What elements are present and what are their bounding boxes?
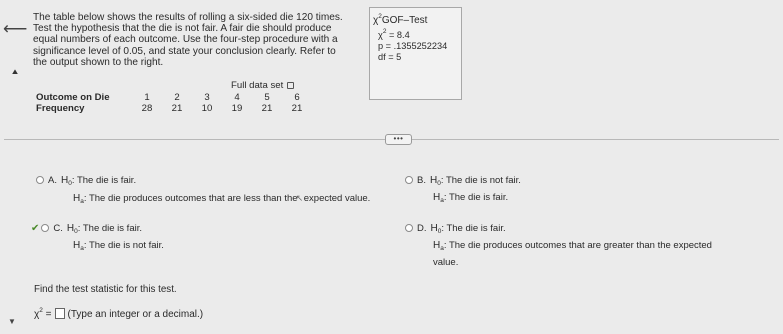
table-row: [36, 92, 312, 103]
frequency-cell: 21: [261, 103, 273, 114]
radio-button-selected[interactable]: [41, 224, 49, 232]
choice-d[interactable]: [405, 222, 712, 270]
data-set-icon[interactable]: [287, 82, 294, 89]
full-data-set-link[interactable]: Full data set: [231, 80, 294, 91]
problem-line: significance level of 0.05, and state your conclusion clearly. Refer to: [33, 45, 336, 57]
choice-c-ha: $H_a$: The die is not fair.: [73, 240, 164, 252]
problem-line: Test the hypothesis that the die is not fair. A fair die should produce: [33, 23, 332, 35]
output-statistic: $\chi^2 = 8.4$: [378, 28, 410, 40]
table-row: [36, 103, 312, 114]
answer-hint: (Type an integer or a decimal.): [67, 309, 204, 320]
outcome-cell: 2: [174, 92, 180, 103]
choice-c-h0: ✔ C. $H_0$: The die is fair.: [31, 223, 142, 235]
output-df: df = 5: [378, 52, 402, 62]
choice-a-h0: A. $H_0$: The die is fair.: [36, 174, 370, 191]
checkmark-icon: ✔: [31, 223, 40, 234]
choice-c[interactable]: [31, 222, 164, 256]
problem-line: the output shown to the right.: [33, 56, 164, 68]
more-options-button[interactable]: •••: [385, 134, 412, 145]
frequency-cell: 28: [141, 103, 153, 114]
frequency-row-header: Frequency: [36, 103, 85, 114]
choice-a[interactable]: [36, 174, 370, 209]
radio-button[interactable]: [405, 224, 413, 232]
choice-d-h0: D. $H_0$: The die is fair.: [405, 222, 712, 239]
choice-a-ha: $H_a$: The die produces outcomes that are less than the↖ expected value.: [73, 193, 371, 205]
back-arrow-icon[interactable]: ⟵: [3, 19, 28, 38]
outcome-cell: 5: [264, 92, 270, 103]
answer-row: $\chi^2$ = (Type an integer or a decimal.): [34, 307, 204, 320]
calculator-output-box: [369, 7, 462, 100]
choice-d-ha: $H_a$: The die produces outcomes that are greater than the expected: [433, 240, 712, 252]
problem-statement: [33, 12, 368, 68]
radio-button[interactable]: [36, 176, 44, 184]
mouse-cursor-icon: ↖: [295, 193, 304, 203]
output-p-value: p = .1355252234: [378, 41, 448, 51]
problem-line: equal numbers of each outcome. Use the four-step procedure with a: [33, 34, 338, 46]
outcome-cell: 4: [234, 92, 240, 103]
choice-d-ha-wrap: value.: [433, 257, 459, 268]
radio-button[interactable]: [405, 176, 413, 184]
question-prompt: Find the test statistic for this test.: [34, 284, 177, 295]
answer-input[interactable]: [55, 308, 65, 319]
frequency-cell: 21: [291, 103, 303, 114]
output-title: $\chi^2GOF$–Test: [373, 13, 428, 26]
frequency-cell: 19: [231, 103, 243, 114]
frequency-table: [36, 92, 312, 114]
frequency-cell: 21: [171, 103, 183, 114]
outcome-cell: 6: [294, 92, 300, 103]
choice-b-ha: $H_a$: The die is fair.: [433, 192, 509, 204]
collapse-triangle-icon[interactable]: ▼: [8, 317, 16, 326]
outcome-cell: 1: [144, 92, 150, 103]
frequency-cell: 10: [201, 103, 213, 114]
expand-triangle-icon[interactable]: ▲: [10, 67, 20, 76]
choice-b-h0: B. $H_0$: The die is not fair.: [405, 174, 521, 191]
outcome-cell: 3: [204, 92, 210, 103]
choice-b[interactable]: [405, 174, 521, 208]
problem-line: The table below shows the results of rolling a six-sided die 120 times.: [33, 12, 343, 23]
outcome-row-header: Outcome on Die: [36, 92, 110, 103]
